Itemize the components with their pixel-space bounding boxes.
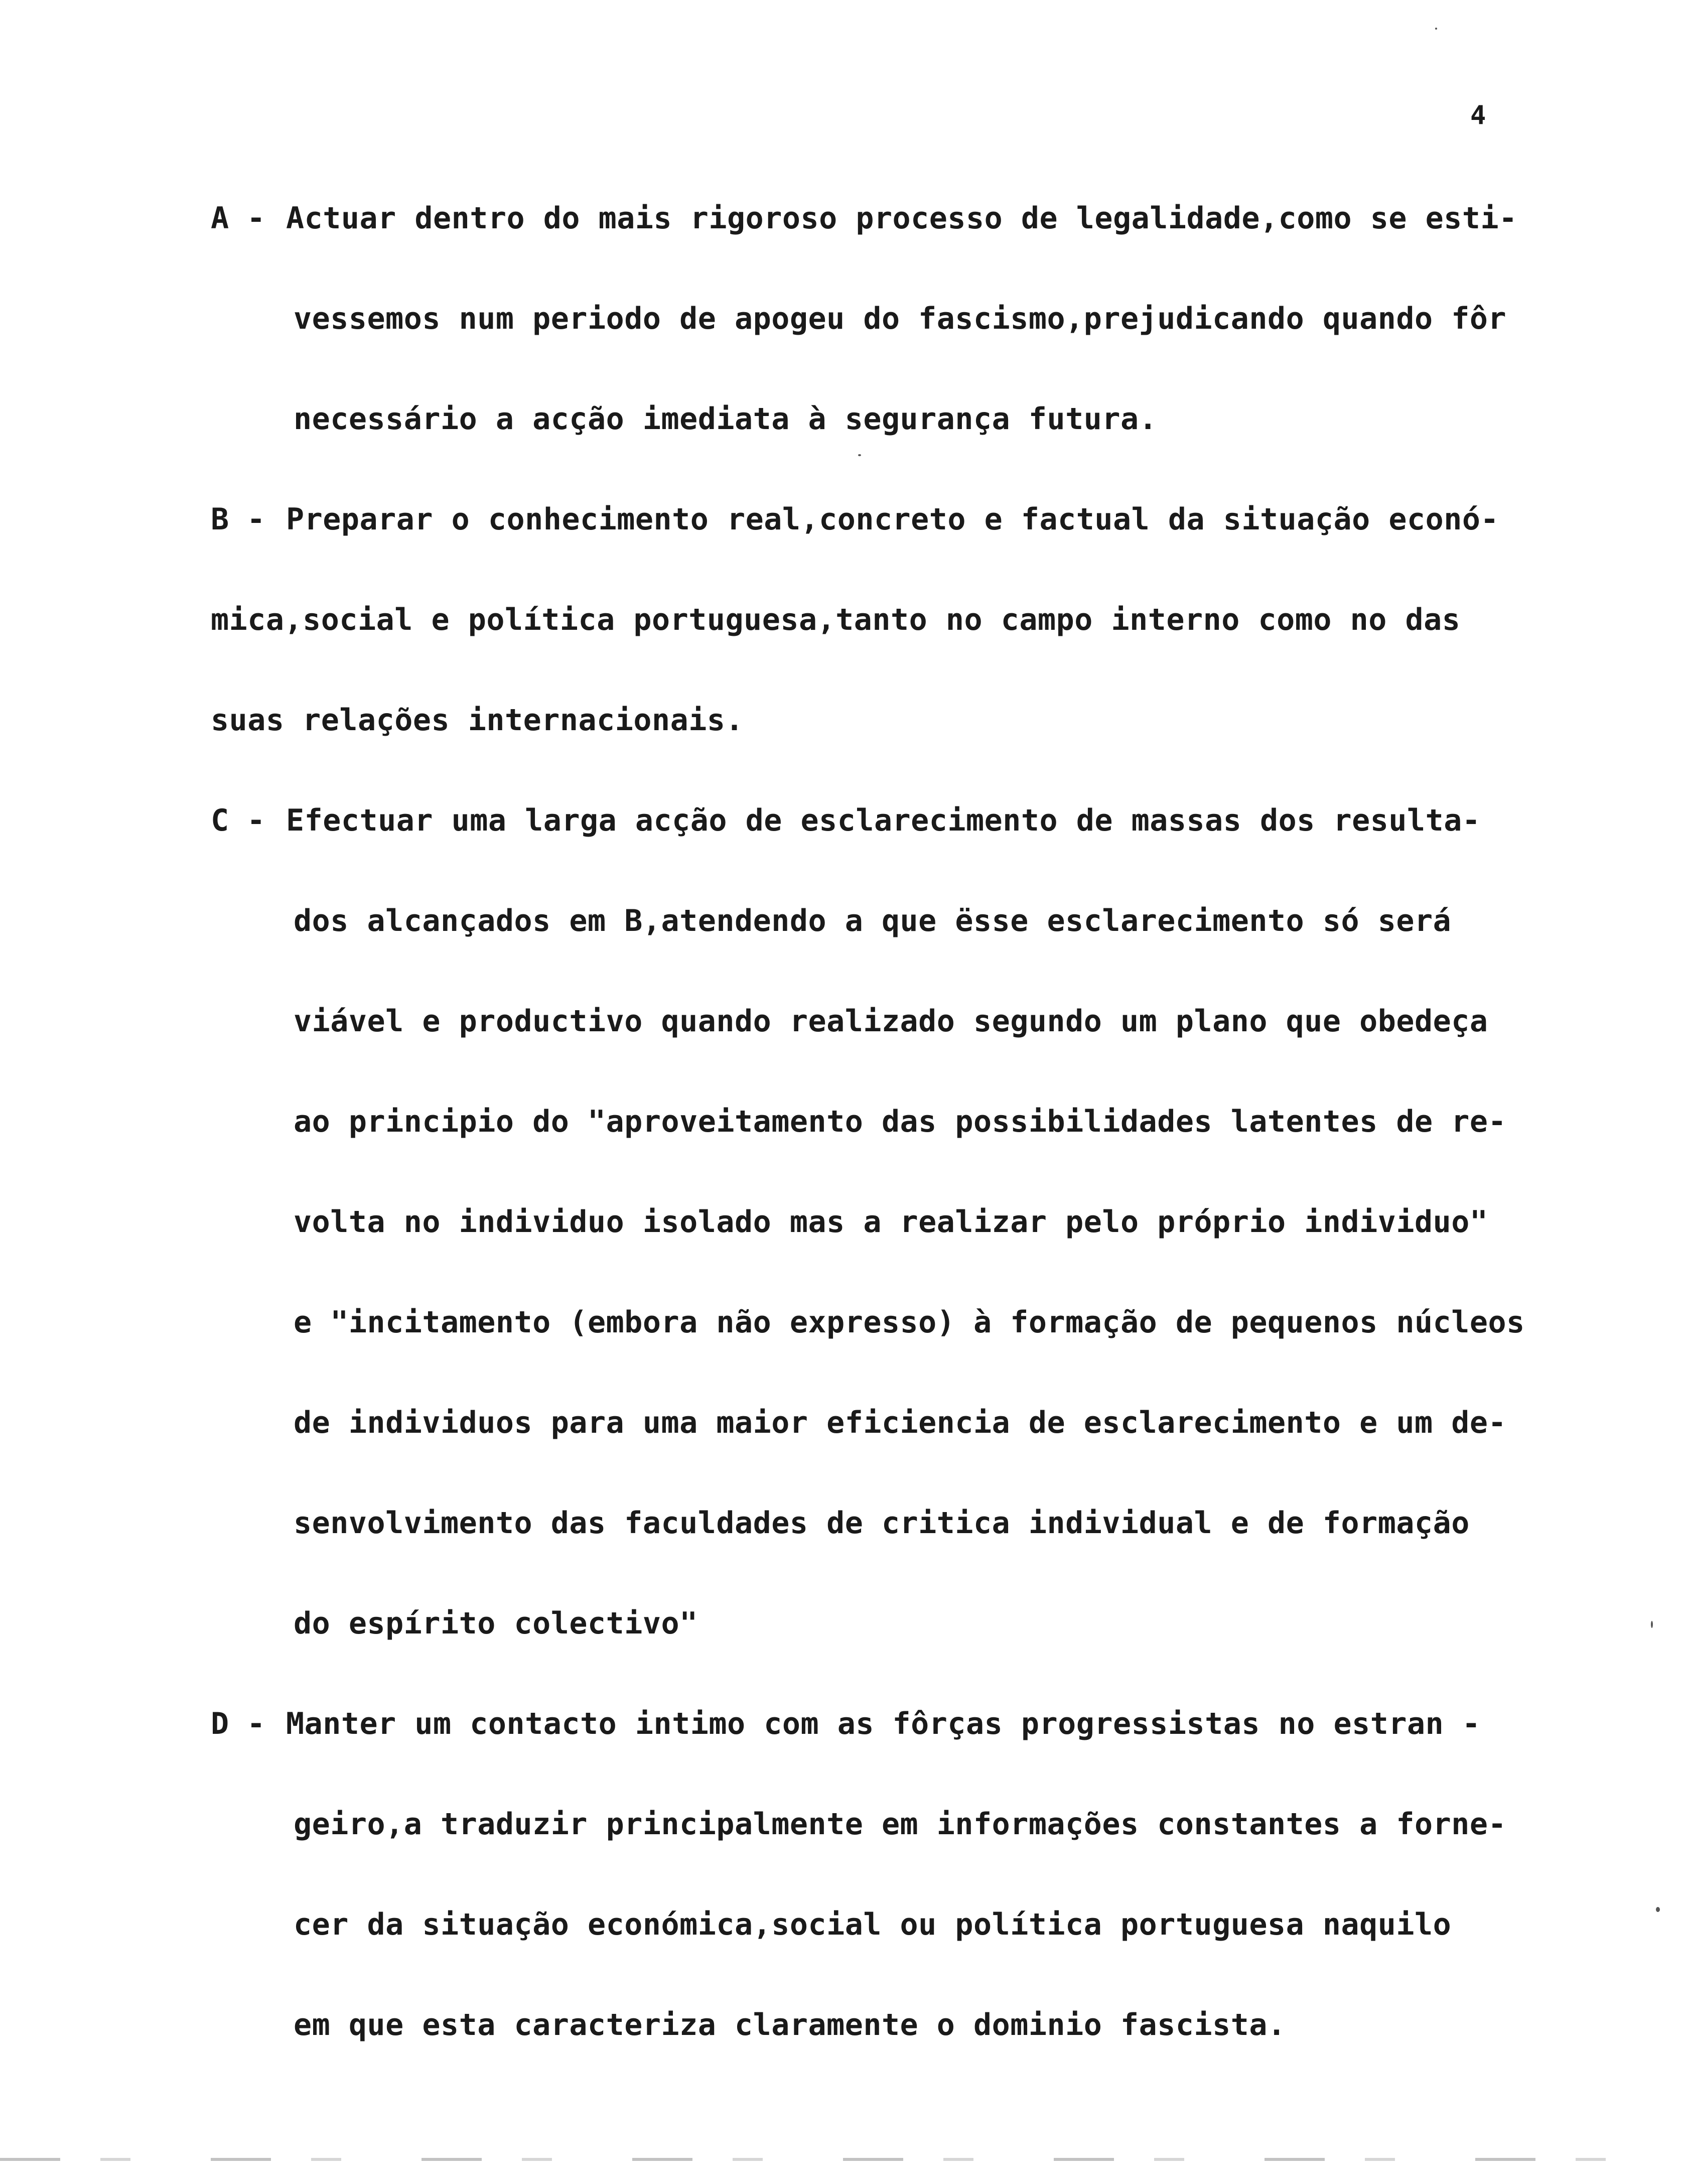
item-c-line-3: viável e productivo quando realizado segundo um plano que obedeça [294,1004,1488,1039]
item-c-line-1: Efectuar uma larga acção de esclarecimento de massas dos resulta- [286,803,1481,838]
scan-speck [858,454,861,456]
item-c-line-9: do espírito colectivo" [294,1606,698,1641]
item-marker-c: C - [211,803,265,838]
item-a-line-2: vessemos num periodo de apogeu do fascismo,prejudicando quando fôr [294,301,1507,336]
item-marker-d: D - [211,1706,265,1741]
item-a-line-3: necessário a acção imediata à segurança futura. [294,401,1158,437]
item-b-line-1: Preparar o conhecimento real,concreto e factual da situação econó- [286,502,1499,537]
scan-bottom-edge [0,2158,1686,2161]
item-a-line-1: Actuar dentro do mais rigoroso processo de legalidade,como se esti- [286,201,1517,236]
scan-speck [1651,1621,1653,1628]
item-d-line-2: geiro,a traduzir principalmente em informações constantes a forne- [294,1807,1507,1842]
page-number: 4 [1470,100,1486,130]
item-b-line-2: mica,social e política portuguesa,tanto no campo interno como no das [211,602,1461,637]
item-c-line-2: dos alcançados em B,atendendo a que ësse esclarecimento só será [294,903,1452,938]
item-c-line-6: e "incitamento (embora não expresso) à formação de pequenos núcleos [294,1305,1525,1340]
item-b-line-3: suas relações internacionais. [211,703,744,738]
item-d-line-3: cer da situação económica,social ou política portuguesa naquilo [294,1907,1452,1942]
item-d-line-4: em que esta caracteriza claramente o dominio fascista. [294,2007,1286,2042]
item-d-line-1: Manter um contacto intimo com as fôrças progressistas no estran - [286,1706,1481,1741]
item-marker-b: B - [211,502,265,537]
item-c-line-8: senvolvimento das faculdades de critica individual e de formação [294,1506,1470,1541]
item-c-line-4: ao principio do "aproveitamento das possibilidades latentes de re- [294,1104,1507,1139]
scan-speck [1656,1907,1660,1912]
item-c-line-7: de individuos para uma maior eficiencia de esclarecimento e um de- [294,1405,1507,1440]
item-marker-a: A - [211,201,265,236]
item-c-line-5: volta no individuo isolado mas a realizar pelo próprio individuo" [294,1204,1488,1240]
scan-speck [1435,28,1437,30]
